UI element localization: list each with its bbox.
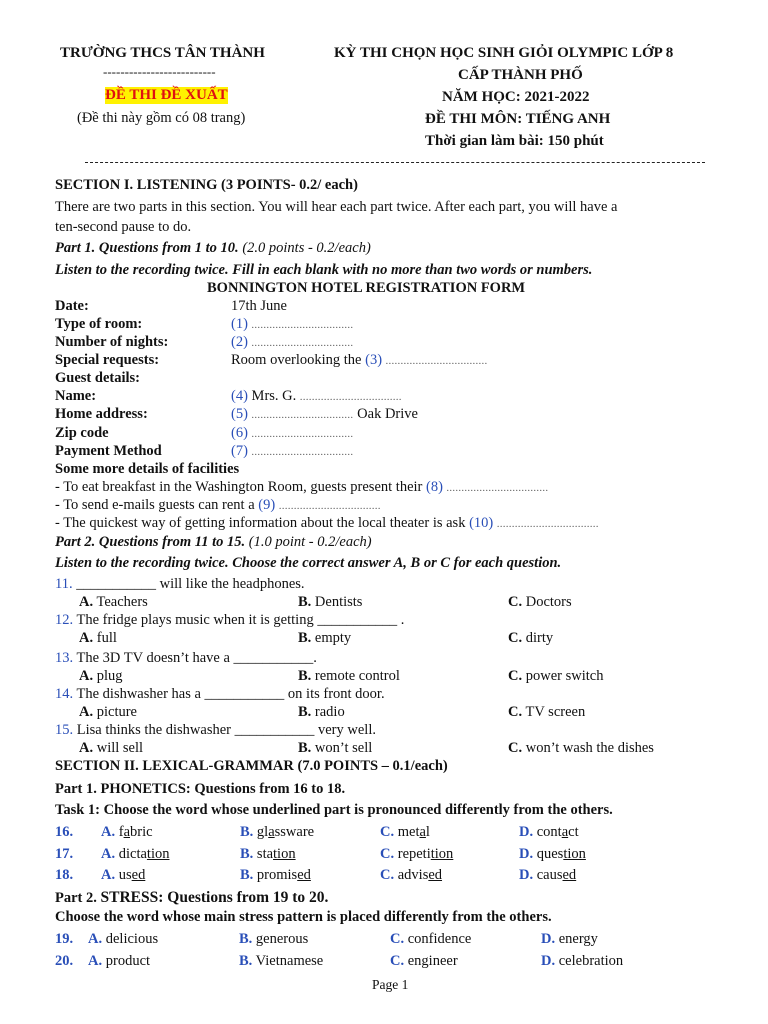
- option-a: [101, 824, 153, 841]
- option-letter: C.: [508, 740, 523, 756]
- question-stem: [55, 650, 317, 667]
- pages-note: (Đề thi này gồm có 08 trang): [77, 110, 246, 126]
- option-c: [508, 704, 585, 721]
- underlined-part: a: [268, 824, 275, 840]
- option-c: [380, 846, 453, 863]
- option-letter: B.: [298, 594, 312, 610]
- option-text: picture: [96, 704, 137, 720]
- question-number: (5): [231, 406, 248, 422]
- part1-title: Part 1. Questions from 1 to 10.: [55, 240, 239, 256]
- part2-instruction: Listen to the recording twice. Choose the correct answer A, B or C for each question.: [55, 555, 562, 571]
- word-part: promis: [256, 867, 298, 883]
- form-label: Name:: [55, 388, 97, 404]
- option-letter: A.: [79, 704, 94, 720]
- facility-text: - To eat breakfast in the Washington Room, guests present their: [55, 479, 426, 495]
- option-d: [541, 953, 623, 970]
- option-text: engineer: [407, 953, 458, 969]
- option-b: [298, 630, 351, 647]
- option-letter: A.: [79, 630, 94, 646]
- option-text: empty: [314, 630, 352, 646]
- option-text: won’t sell: [314, 740, 373, 756]
- option-letter: C.: [390, 931, 405, 947]
- question-number: 16.: [55, 824, 74, 840]
- question-number: (9): [258, 497, 276, 513]
- option-b: [239, 931, 308, 948]
- underlined-part: a: [419, 824, 426, 840]
- option-c: [508, 594, 572, 611]
- form-value: Oak Drive: [353, 406, 418, 422]
- form-value: 17th June: [231, 298, 287, 314]
- word-part: ssware: [274, 824, 315, 840]
- section2-title: SECTION II. LEXICAL-GRAMMAR (7.0 POINTS – 0.1/each): [55, 758, 448, 774]
- option-text: won’t wash the dishes: [525, 740, 654, 756]
- form-label: Date:: [55, 298, 89, 314]
- option-letter: C.: [380, 867, 395, 883]
- part1-instruction: Listen to the recording twice. Fill in each blank with no more than two words or numbers.: [55, 262, 593, 278]
- form-label: Number of nights:: [55, 334, 169, 350]
- stress-title: STRESS: Questions from 19 to 20.: [100, 889, 329, 906]
- option-letter: C.: [508, 630, 523, 646]
- underlined-part: tion: [146, 846, 170, 862]
- option-text: celebration: [558, 953, 624, 969]
- word-part: dicta: [118, 846, 147, 862]
- option-text: TV screen: [525, 704, 586, 720]
- form-label: Home address:: [55, 406, 148, 422]
- word-part: caus: [536, 867, 563, 883]
- facility-line: - To eat breakfast in the Washington Room, guests present their (8) ..................................: [55, 479, 549, 495]
- underlined-part: tion: [430, 846, 454, 862]
- question-number: (3): [365, 352, 383, 368]
- form-title: BONNINGTON HOTEL REGISTRATION FORM: [207, 280, 526, 296]
- option-letter: D.: [519, 846, 534, 862]
- facility-line: - To send e-mails guests can rent a (9) ..................................: [55, 497, 381, 513]
- option-letter: C.: [508, 594, 523, 610]
- option-letter: A.: [88, 953, 103, 969]
- draft-label: ĐỀ THI ĐỀ XUẤT: [105, 87, 228, 103]
- word-part: ques: [536, 846, 564, 862]
- question-text: The dishwasher has a ___________ on its front door.: [76, 686, 385, 702]
- option-letter: B.: [240, 846, 254, 862]
- form-label: Special requests:: [55, 352, 160, 368]
- option-letter: D.: [541, 953, 556, 969]
- option-b: [298, 740, 372, 757]
- question-stem: [55, 612, 404, 629]
- option-a: [101, 846, 169, 863]
- question-number: (10): [469, 515, 494, 531]
- word-part: cont: [536, 824, 562, 840]
- option-c: [380, 824, 430, 841]
- question-text: ___________ will like the headphones.: [76, 576, 305, 592]
- school-name: TRƯỜNG THCS TÂN THÀNH: [60, 45, 265, 61]
- option-text: Teachers: [96, 594, 148, 610]
- option-letter: A.: [79, 594, 94, 610]
- option-letter: A.: [101, 824, 116, 840]
- option-b: [298, 668, 400, 685]
- underlined-part: ed: [297, 867, 311, 883]
- word-part: bric: [130, 824, 153, 840]
- option-letter: A.: [101, 846, 116, 862]
- option-text: will sell: [96, 740, 144, 756]
- option-text: dirty: [525, 630, 554, 646]
- option-text: delicious: [105, 931, 159, 947]
- facilities-title: Some more details of facilities: [55, 461, 240, 477]
- option-letter: B.: [240, 867, 254, 883]
- part2-points: (1.0 point - 0.2/each): [245, 534, 372, 550]
- word-part: ct: [568, 824, 579, 840]
- option-b: [298, 594, 362, 611]
- page-number: Page 1: [372, 977, 409, 992]
- option-a: [101, 867, 145, 884]
- section1-intro-2: ten-second pause to do.: [55, 219, 192, 235]
- form-blank: (6) ..................................: [231, 425, 354, 441]
- option-a: [79, 630, 117, 647]
- option-c: [380, 867, 442, 884]
- option-text: Dentists: [314, 594, 363, 610]
- word-part: l: [425, 824, 430, 840]
- part2-heading: [55, 534, 372, 551]
- underlined-part: a: [123, 824, 131, 840]
- underlined-part: tion: [273, 846, 296, 862]
- option-b: [298, 704, 345, 721]
- option-text: remote control: [314, 668, 400, 684]
- option-d: [519, 846, 586, 863]
- section1-intro-1: There are two parts in this section. You will hear each part twice. After each part, you will have a: [55, 199, 618, 215]
- option-a: [79, 740, 143, 757]
- question-stem: [55, 722, 376, 739]
- question-number: (7): [231, 443, 248, 459]
- underlined-part: ed: [562, 867, 577, 883]
- question-stem: [55, 576, 305, 593]
- option-d: [519, 867, 576, 884]
- form-label: Payment Method: [55, 443, 162, 459]
- question-number: 17.: [55, 846, 74, 862]
- word-part: gl: [256, 824, 269, 840]
- option-letter: C.: [380, 846, 395, 862]
- option-c: [508, 630, 553, 647]
- underlined-part: ed: [428, 867, 443, 883]
- underlined-part: a: [561, 824, 569, 840]
- option-letter: C.: [380, 824, 395, 840]
- option-text: radio: [314, 704, 345, 720]
- question-number: (4): [231, 388, 248, 404]
- question-number: 14.: [55, 686, 74, 702]
- question-text: The 3D TV doesn’t have a ___________.: [76, 650, 317, 666]
- part2-title: Part 2. Questions from 11 to 15.: [55, 534, 246, 550]
- option-text: full: [96, 630, 117, 646]
- option-letter: B.: [298, 704, 312, 720]
- header-divider: [85, 162, 705, 163]
- word-part: us: [118, 867, 132, 883]
- option-c: [390, 931, 471, 948]
- form-blank: Room overlooking the (3) ..................................: [231, 352, 488, 368]
- option-letter: A.: [88, 931, 103, 947]
- question-number: 11.: [55, 576, 73, 592]
- option-letter: B.: [239, 931, 253, 947]
- underlined-part: tion: [563, 846, 586, 862]
- option-text: energy: [558, 931, 598, 947]
- stress-part-label: Part 2.: [55, 890, 101, 906]
- option-letter: C.: [508, 668, 523, 684]
- stress-instruction: Choose the word whose main stress pattern is placed differently from the others.: [55, 909, 552, 925]
- option-text: product: [105, 953, 151, 969]
- option-d: [541, 931, 598, 948]
- question-number: 18.: [55, 867, 74, 883]
- word-part: f: [118, 824, 124, 840]
- question-number: 13.: [55, 650, 74, 666]
- question-number: 20.: [55, 953, 74, 969]
- option-text: Doctors: [525, 594, 572, 610]
- option-d: [519, 824, 579, 841]
- form-label: Guest details:: [55, 370, 140, 386]
- option-text: confidence: [407, 931, 472, 947]
- form-label: Type of room:: [55, 316, 143, 332]
- exam-title: KỲ THI CHỌN HỌC SINH GIỎI OLYMPIC LỚP 8: [334, 45, 674, 61]
- option-letter: B.: [239, 953, 253, 969]
- question-text: The fridge plays music when it is getting ___________ .: [76, 612, 405, 628]
- option-a: [79, 594, 148, 611]
- school-rule: --------------------------: [103, 64, 216, 79]
- question-number: (8): [425, 479, 443, 495]
- option-letter: D.: [541, 931, 556, 947]
- part1-points: (2.0 points - 0.2/each): [238, 240, 371, 256]
- option-letter: A.: [79, 740, 94, 756]
- option-letter: B.: [298, 740, 312, 756]
- option-b: [240, 867, 311, 884]
- task1-instruction: Task 1: Choose the word whose underlined part is pronounced differently from the others.: [55, 802, 613, 818]
- option-b: [240, 846, 296, 863]
- exam-subject: ĐỀ THI MÔN: TIẾNG ANH: [425, 111, 611, 127]
- question-number: (1): [231, 316, 248, 332]
- option-letter: B.: [298, 668, 312, 684]
- form-label: Zip code: [55, 425, 109, 441]
- question-number: 12.: [55, 612, 74, 628]
- section1-title: SECTION I. LISTENING (3 POINTS- 0.2/ each): [55, 177, 358, 193]
- option-text: generous: [255, 931, 309, 947]
- option-c: [390, 953, 458, 970]
- form-blank: (1) ..................................: [231, 316, 354, 332]
- underlined-part: ed: [131, 867, 146, 883]
- option-letter: D.: [519, 824, 534, 840]
- option-letter: B.: [240, 824, 254, 840]
- question-stem: [55, 686, 385, 703]
- option-letter: C.: [508, 704, 523, 720]
- option-a: [88, 931, 158, 948]
- question-number: 15.: [55, 722, 74, 738]
- exam-level: CẤP THÀNH PHỐ: [458, 67, 583, 83]
- option-c: [508, 668, 603, 685]
- option-b: [239, 953, 323, 970]
- facility-line: - The quickest way of getting information about the local theater is ask (10) ..................................: [55, 515, 599, 531]
- option-letter: A.: [101, 867, 116, 883]
- phonetics-title: Part 1. PHONETICS: Questions from 16 to 18.: [55, 781, 346, 797]
- question-number: (6): [231, 425, 248, 441]
- exam-time: Thời gian làm bài: 150 phút: [425, 133, 604, 149]
- option-text: Vietnamese: [255, 953, 324, 969]
- form-blank: (7) ..................................: [231, 443, 354, 459]
- option-c: [508, 740, 654, 757]
- form-blank: (5) .................................. Oak Drive: [231, 406, 418, 422]
- option-letter: C.: [390, 953, 405, 969]
- exam-year: NĂM HỌC: 2021-2022: [442, 89, 590, 105]
- option-a: [79, 668, 123, 685]
- option-text: plug: [96, 668, 123, 684]
- form-blank: (4) Mrs. G. ..................................: [231, 388, 402, 404]
- word-part: repeti: [397, 846, 431, 862]
- option-a: [79, 704, 137, 721]
- option-a: [88, 953, 150, 970]
- question-text: Lisa thinks the dishwasher ___________ very well.: [76, 722, 376, 738]
- stress-heading: [55, 889, 328, 907]
- option-letter: A.: [79, 668, 94, 684]
- facility-text: - To send e-mails guests can rent a: [55, 497, 259, 513]
- part1-heading: [55, 240, 371, 257]
- option-letter: D.: [519, 867, 534, 883]
- form-blank: (2) ..................................: [231, 334, 354, 350]
- form-value: Mrs. G.: [247, 388, 297, 404]
- question-number: (2): [231, 334, 248, 350]
- word-part: advis: [397, 867, 429, 883]
- facility-text: - The quickest way of getting information about the local theater is ask: [55, 515, 470, 531]
- option-text: power switch: [525, 668, 604, 684]
- option-letter: B.: [298, 630, 312, 646]
- word-part: met: [397, 824, 420, 840]
- question-number: 19.: [55, 931, 74, 947]
- option-b: [240, 824, 314, 841]
- form-value: Room overlooking the: [231, 352, 366, 368]
- word-part: sta: [256, 846, 274, 862]
